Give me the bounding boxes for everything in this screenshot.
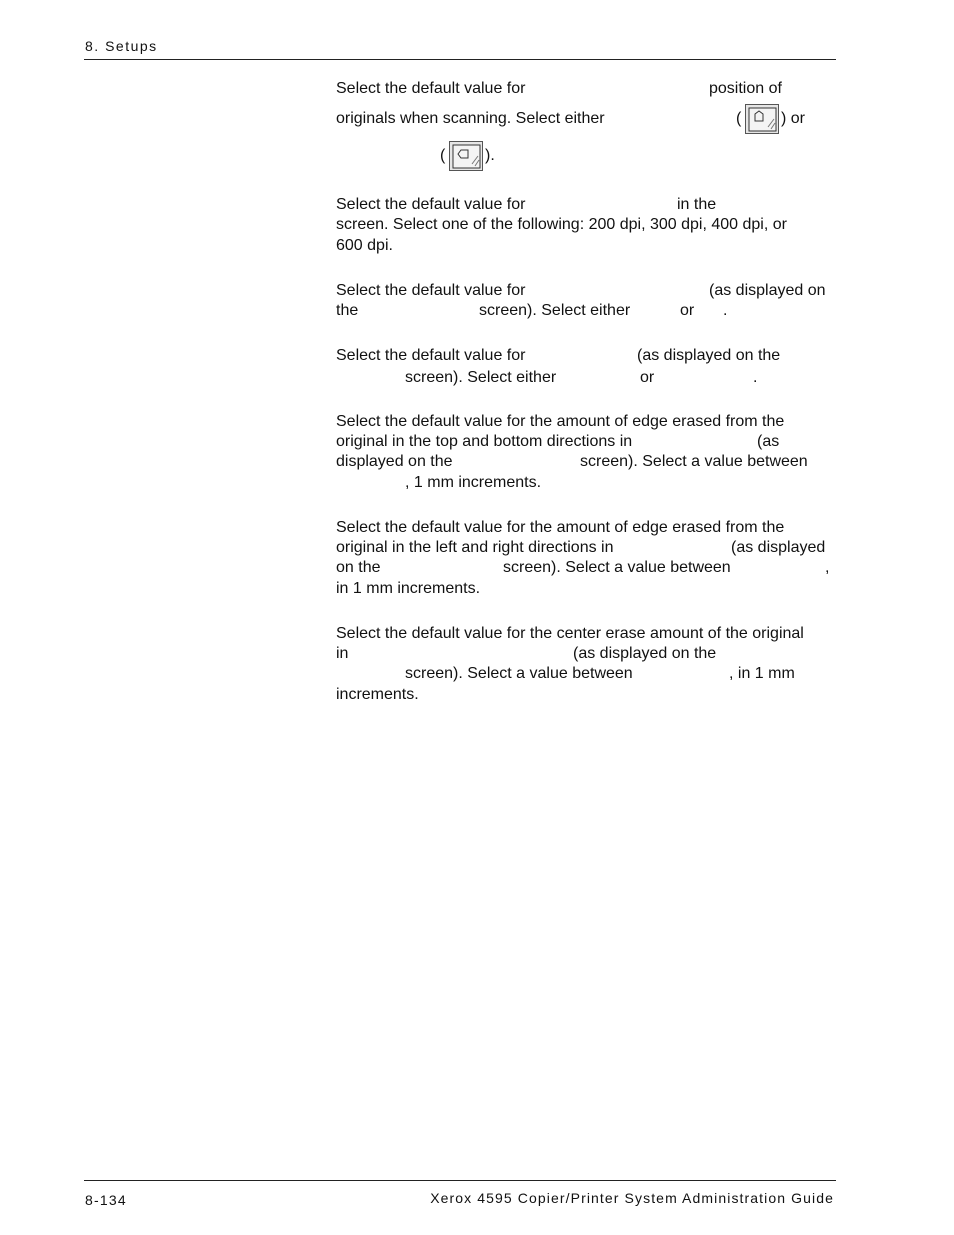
p6-line1: Select the default value for the amount of edge erased from the bbox=[336, 519, 785, 536]
p1-line1-b: position of bbox=[709, 80, 782, 97]
p4-line1-b: (as displayed on the bbox=[637, 347, 781, 364]
p2-line3: 600 dpi. bbox=[336, 237, 393, 254]
p7-line4: increments. bbox=[336, 686, 419, 703]
p5-line2-b: (as bbox=[757, 433, 780, 450]
p1-line3-a: ( bbox=[440, 147, 446, 164]
p7-line2-b: (as displayed on the bbox=[573, 645, 717, 662]
p5-line2-a: original in the top and bottom directions in bbox=[336, 433, 633, 450]
p4-line1-a: Select the default value for bbox=[336, 347, 526, 364]
p1-line2-b: ( bbox=[736, 110, 742, 127]
p1-line1-a: Select the default value for bbox=[336, 80, 526, 97]
header-rule bbox=[84, 59, 836, 60]
p2-line1-b: in the bbox=[677, 196, 717, 213]
guide-title: Xerox 4595 Copier/Printer System Administration Guide bbox=[430, 1190, 834, 1206]
p4-line2-b: or bbox=[640, 369, 655, 386]
footer-rule bbox=[84, 1180, 836, 1181]
p7-line1: Select the default value for the center erase amount of the original bbox=[336, 625, 804, 642]
p2-line1-a: Select the default value for bbox=[336, 196, 526, 213]
p6-line4: in 1 mm increments. bbox=[336, 580, 481, 597]
p3-line2-c: or bbox=[680, 302, 695, 319]
original-head-left-icon bbox=[449, 141, 483, 171]
p1-line2-a: originals when scanning. Select either bbox=[336, 110, 605, 127]
p6-line3-a: on the bbox=[336, 559, 381, 576]
p4-line2-a: screen). Select either bbox=[405, 369, 557, 386]
p3-line2-b: screen). Select either bbox=[479, 302, 631, 319]
original-head-up-icon bbox=[745, 104, 779, 134]
p5-line3-a: displayed on the bbox=[336, 453, 453, 470]
p6-line2-a: original in the left and right directions in bbox=[336, 539, 614, 556]
p1-line2-c: ) or bbox=[781, 110, 805, 127]
p3-line1-b: (as displayed on bbox=[709, 282, 826, 299]
section-title: 8. Setups bbox=[85, 38, 158, 54]
p1-line3-b: ). bbox=[485, 147, 495, 164]
p7-line3-a: screen). Select a value between bbox=[405, 665, 633, 682]
p5-line3-b: screen). Select a value between bbox=[580, 453, 808, 470]
p3-line2-a: the bbox=[336, 302, 359, 319]
p6-line3-b: screen). Select a value between bbox=[503, 559, 731, 576]
p6-line3-c: , bbox=[825, 559, 830, 576]
p7-line2-a: in bbox=[336, 645, 349, 662]
p5-line1: Select the default value for the amount of edge erased from the bbox=[336, 413, 785, 430]
p3-line1-a: Select the default value for bbox=[336, 282, 526, 299]
p6-line2-b: (as displayed bbox=[731, 539, 826, 556]
p2-line2: screen. Select one of the following: 200 dpi, 300 dpi, 400 dpi, or bbox=[336, 216, 787, 233]
p7-line3-b: , in 1 mm bbox=[729, 665, 795, 682]
p5-line4: , 1 mm increments. bbox=[405, 474, 542, 491]
p3-line2-d: . bbox=[723, 302, 728, 319]
p4-line2-c: . bbox=[753, 369, 758, 386]
page-number: 8-134 bbox=[85, 1192, 127, 1208]
